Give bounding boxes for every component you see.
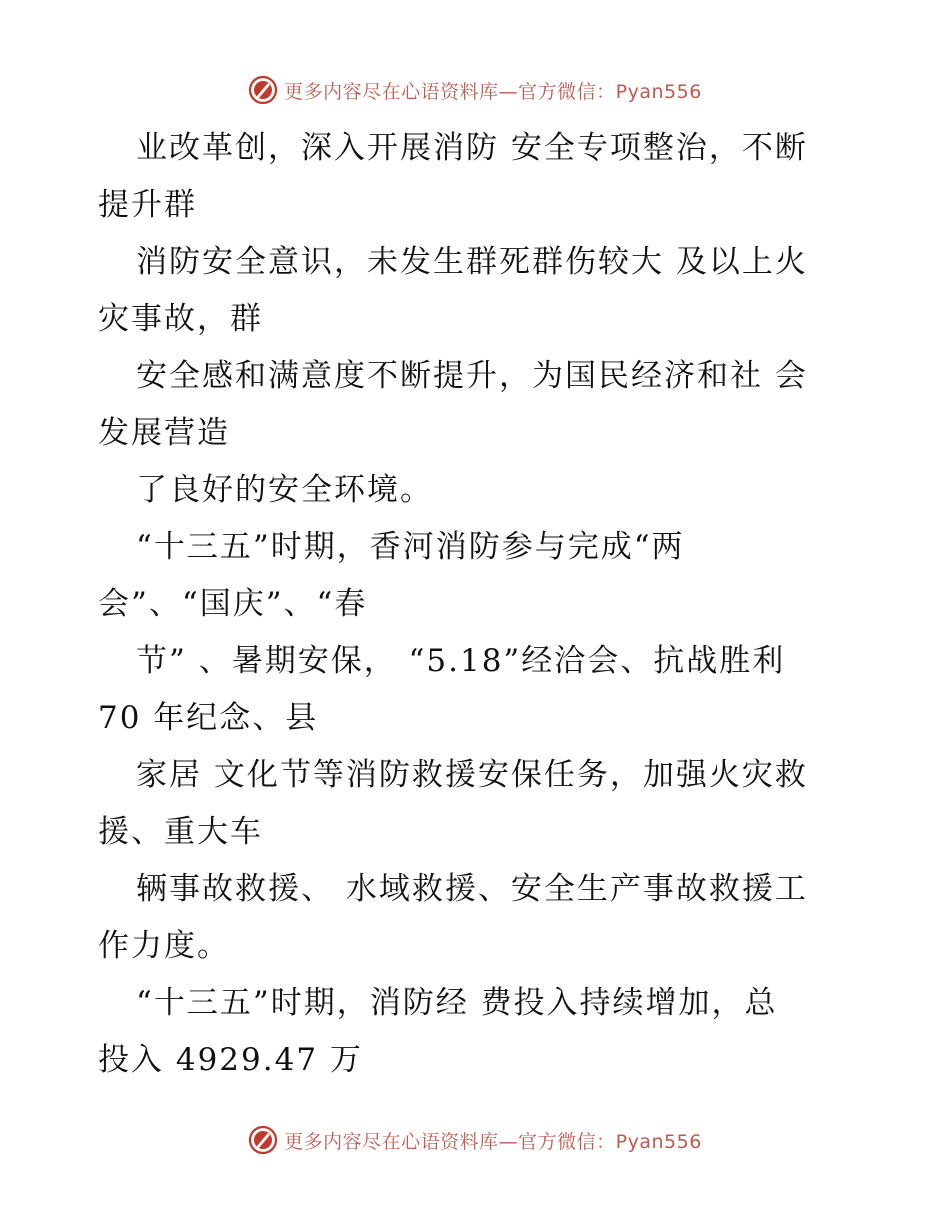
pen-logo-icon	[248, 1125, 278, 1155]
text-line: “十三五”时期，香河消防参与完成“两	[136, 529, 685, 565]
text-line: “十三五”时期，消防经 费投入持续增加，总	[136, 985, 778, 1021]
text-line: 会”、“国庆”、“春	[98, 586, 368, 622]
text-line: 辆事故救援、 水域救援、安全生产事故救援工	[136, 871, 808, 907]
header-watermark	[0, 72, 950, 108]
text-line: 消防安全意识，未发生群死群伤较大 及以上火	[136, 244, 808, 280]
text-line: 作力度。	[98, 928, 230, 964]
watermark-text: 更多内容尽在心语资料库—官方微信：Pyan556	[284, 1130, 702, 1153]
text-line: 节” 、暑期安保， “5.18”经洽会、抗战胜利	[136, 643, 786, 679]
text-line: 投入 4929.47 万	[98, 1042, 363, 1078]
text-line: 家居 文化节等消防救援安保任务，加强火灾救	[136, 757, 808, 793]
text-line: 了良好的安全环境。	[136, 472, 433, 508]
text-line: 提升群	[98, 187, 197, 223]
document-body	[98, 120, 858, 1089]
text-line: 业改革创，深入开展消防 安全专项整治，不断	[136, 130, 808, 166]
footer-watermark	[0, 1122, 950, 1158]
text-line: 发展营造	[98, 415, 230, 451]
text-line: 灾事故，群	[98, 301, 263, 337]
text-line: 援、重大车	[98, 814, 263, 850]
pen-logo-icon	[248, 75, 278, 105]
text-line: 安全感和满意度不断提升，为国民经济和社 会	[136, 358, 808, 394]
watermark-text: 更多内容尽在心语资料库—官方微信：Pyan556	[284, 80, 702, 103]
text-line: 70 年纪念、县	[98, 700, 319, 736]
